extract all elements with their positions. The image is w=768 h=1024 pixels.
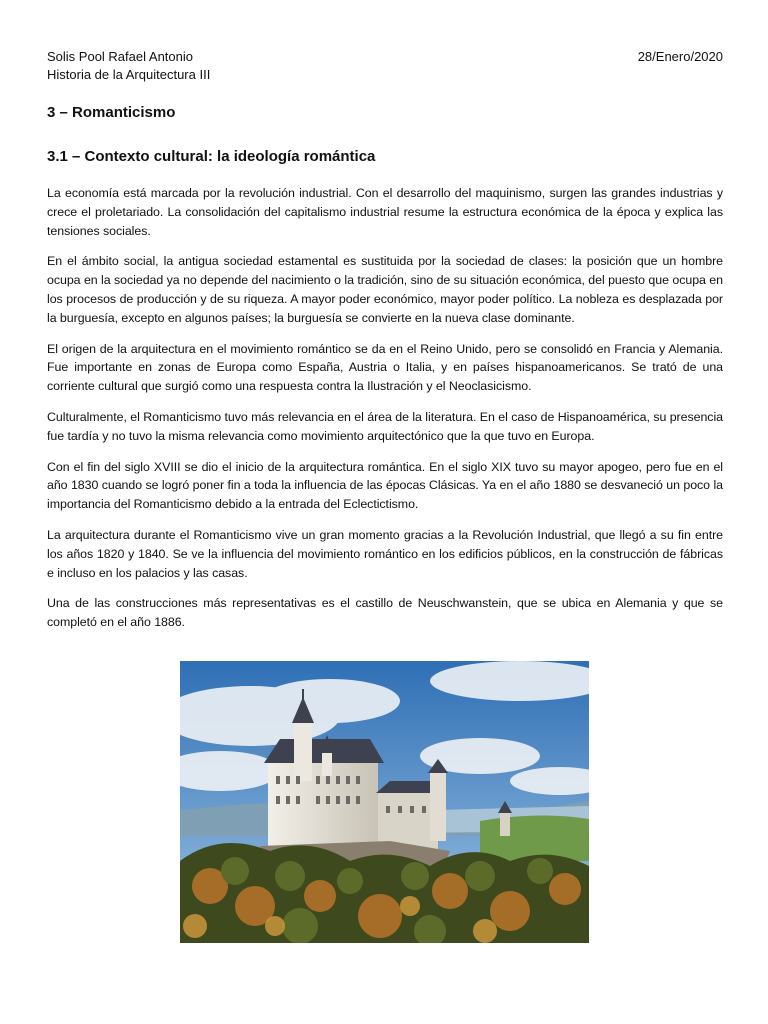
subsection-title: 3.1 – Contexto cultural: la ideología romántica bbox=[47, 148, 376, 165]
castle-photo bbox=[180, 661, 589, 943]
course-name: Historia de la Arquitectura III bbox=[47, 67, 211, 82]
paragraph: En el ámbito social, la antigua sociedad estamental es sustituida por la sociedad de clases: la posición que un hombre ocupa en la sociedad ya no depende del nacimiento o la tradición, sino de su situación económica, del puesto que ocupa en los procesos de producción y de su riqueza. A mayor poder económico, mayor poder político. La nobleza es desplazada por la burguesía, excepto en algunos países; la burguesía se convierte en la nueva clase dominante. bbox=[47, 254, 723, 325]
paragraph: Con el fin del siglo XVIII se dio el inicio de la arquitectura romántica. En el siglo XIX tuvo su mayor apogeo, pero fue en el año 1830 cuando se logró poner fin a toda la influencia de las épocas Clásicas. Ya en el año 1880 se desvaneció un poco la importancia del Romanticismo debido a la entrada del Eclectictismo. bbox=[47, 459, 723, 512]
document-header bbox=[47, 48, 723, 84]
section-title: 3 – Romanticismo bbox=[47, 104, 176, 121]
body-text bbox=[47, 184, 723, 644]
castle-illustration bbox=[180, 661, 589, 943]
document-date: 28/Enero/2020 bbox=[637, 49, 723, 64]
author-name: Solis Pool Rafael Antonio bbox=[47, 49, 193, 64]
paragraph: La arquitectura durante el Romanticismo vive un gran momento gracias a la Revolución Industrial, que llegó a su fin entre los años 1820 y 1840. Se ve la influencia del movimiento romántico en los edificios públicos, en la construcción de fábricas e incluso en los palacios y las casas. bbox=[47, 527, 723, 580]
paragraph: El origen de la arquitectura en el movimiento romántico se da en el Reino Unido, pero se consolidó en Francia y Alemania. Fue importante en zonas de Europa como España, Austria o Italia, y en países hispanoamericanos. Se trató de una corriente cultural que surgió como una respuesta contra la Ilustración y el Neoclasicismo. bbox=[47, 341, 723, 394]
paragraph: La economía está marcada por la revolución industrial. Con el desarrollo del maquinismo, surgen las grandes industrias y crece el proletariado. La consolidación del capitalismo industrial resume la estructura económica de la época y explica las tensiones sociales. bbox=[47, 186, 723, 238]
paragraph: Culturalmente, el Romanticismo tuvo más relevancia en el área de la literatura. En el caso de Hispanoamérica, su presencia fue tardía y no tuvo la misma relevancia como movimiento arquitectónico que la que tuvo en Europa. bbox=[47, 409, 723, 443]
paragraph: Una de las construcciones más representativas es el castillo de Neuschwanstein, que se ubica en Alemania y que se completó en el año 1886. bbox=[47, 596, 723, 630]
